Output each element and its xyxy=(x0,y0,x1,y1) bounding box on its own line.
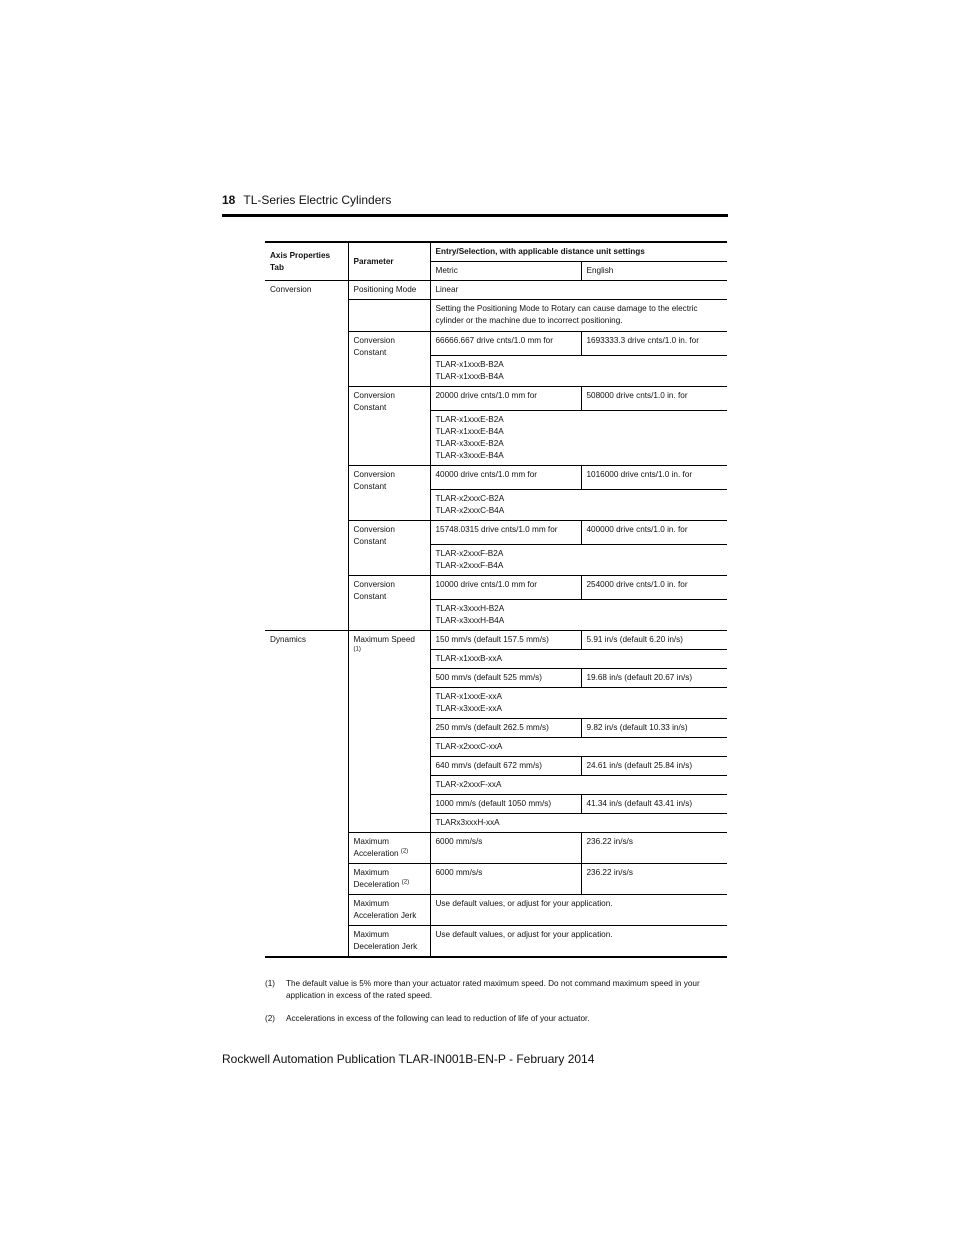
conversion-english: 1016000 drive cnts/1.0 in. for xyxy=(581,466,727,490)
param-conversion-constant: Conversion Constant xyxy=(348,332,430,387)
model-number: TLAR-x1xxxE-B4A xyxy=(435,427,504,436)
speed-metric: 500 mm/s (default 525 mm/s) xyxy=(430,669,581,688)
footnote-text: The default value is 5% more than your actuator rated maximum speed. Do not command maximum speed in your application in excess of the rated speed. xyxy=(286,979,700,1000)
footnote-1 xyxy=(265,978,725,1002)
max-decel-english: 236.22 in/s/s xyxy=(581,864,727,895)
model-number: TLAR-x1xxxB-B4A xyxy=(435,372,504,381)
param-conversion-constant: Conversion Constant xyxy=(348,466,430,521)
tab-conversion: Conversion xyxy=(265,281,348,631)
model-list xyxy=(430,545,727,576)
param-label: Maximum Acceleration xyxy=(353,837,399,858)
model-number: TLAR-x1xxxB-xxA xyxy=(435,654,502,663)
col-header-english: English xyxy=(581,262,727,281)
model-list xyxy=(430,738,727,757)
model-number: TLAR-x2xxxF-B2A xyxy=(435,549,504,558)
param-label: Maximum Speed xyxy=(353,635,415,644)
conversion-english: 400000 drive cnts/1.0 in. for xyxy=(581,521,727,545)
conversion-metric: 10000 drive cnts/1.0 mm for xyxy=(430,576,581,600)
tab-dynamics: Dynamics xyxy=(265,631,348,958)
model-list xyxy=(430,490,727,521)
param-maximum-acceleration xyxy=(348,833,430,864)
speed-metric: 250 mm/s (default 262.5 mm/s) xyxy=(430,719,581,738)
footnote-mark: (1) xyxy=(265,979,276,988)
empty-param-cell xyxy=(348,300,430,332)
col-header-parameter: Parameter xyxy=(348,242,430,281)
positioning-mode-value: Linear xyxy=(430,281,727,300)
model-number: TLAR-x1xxxB-B2A xyxy=(435,360,504,369)
speed-english: 19.68 in/s (default 20.67 in/s) xyxy=(581,669,727,688)
param-max-accel-jerk: Maximum Acceleration Jerk xyxy=(348,895,430,926)
speed-english: 24.61 in/s (default 25.84 in/s) xyxy=(581,757,727,776)
conversion-metric: 20000 drive cnts/1.0 mm for xyxy=(430,387,581,411)
model-list xyxy=(430,688,727,719)
param-label: Maximum Deceleration xyxy=(353,868,400,889)
model-number: TLAR-x3xxxE-xxA xyxy=(435,704,502,713)
max-accel-english: 236.22 in/s/s xyxy=(581,833,727,864)
model-list xyxy=(430,356,727,387)
param-maximum-speed xyxy=(348,631,430,833)
speed-english: 9.82 in/s (default 10.33 in/s) xyxy=(581,719,727,738)
model-list xyxy=(430,814,727,833)
footnote-ref: (2) xyxy=(400,848,409,855)
model-number: TLAR-x3xxxH-B4A xyxy=(435,616,505,625)
page-number: 18 xyxy=(222,193,236,207)
model-number: TLAR-x2xxxC-B2A xyxy=(435,494,505,503)
footnote-text: Accelerations in excess of the following can lead to reduction of life of your actuator. xyxy=(286,1014,590,1023)
model-number: TLARx3xxxH-xxA xyxy=(435,818,500,827)
col-header-axis-tab: Axis Properties Tab xyxy=(265,242,348,281)
accel-jerk-value: Use default values, or adjust for your application. xyxy=(430,895,727,926)
axis-properties-table xyxy=(265,241,727,958)
model-number: TLAR-x3xxxE-B4A xyxy=(435,451,504,460)
param-conversion-constant: Conversion Constant xyxy=(348,576,430,631)
speed-metric: 150 mm/s (default 157.5 mm/s) xyxy=(430,631,581,650)
header-rule xyxy=(222,214,728,217)
param-positioning-mode: Positioning Mode xyxy=(348,281,430,300)
param-maximum-deceleration xyxy=(348,864,430,895)
page-header xyxy=(222,193,728,207)
conversion-english: 1693333.3 drive cnts/1.0 in. for xyxy=(581,332,727,356)
model-number: TLAR-x2xxxC-xxA xyxy=(435,742,503,751)
model-number: TLAR-x1xxxE-B2A xyxy=(435,415,504,424)
model-number: TLAR-x2xxxC-B4A xyxy=(435,506,505,515)
page-footer: Rockwell Automation Publication TLAR-IN001B-EN-P - February 2014 xyxy=(222,1052,595,1066)
conversion-english: 254000 drive cnts/1.0 in. for xyxy=(581,576,727,600)
speed-metric: 1000 mm/s (default 1050 mm/s) xyxy=(430,795,581,814)
speed-metric: 640 mm/s (default 672 mm/s) xyxy=(430,757,581,776)
param-conversion-constant: Conversion Constant xyxy=(348,521,430,576)
model-number: TLAR-x3xxxH-B2A xyxy=(435,604,505,613)
model-list xyxy=(430,411,727,466)
footnote-mark: (2) xyxy=(265,1014,276,1023)
model-list xyxy=(430,776,727,795)
footnote-ref: (1) xyxy=(353,646,361,653)
model-list xyxy=(430,650,727,669)
max-decel-metric: 6000 mm/s/s xyxy=(430,864,581,895)
rotary-warning-note: Setting the Positioning Mode to Rotary can cause damage to the electric cylinder or the machine due to incorrect positioning. xyxy=(430,300,727,332)
param-max-decel-jerk: Maximum Deceleration Jerk xyxy=(348,926,430,958)
conversion-english: 508000 drive cnts/1.0 in. for xyxy=(581,387,727,411)
model-number: TLAR-x2xxxF-B4A xyxy=(435,561,504,570)
document-title: TL-Series Electric Cylinders xyxy=(243,193,392,207)
model-number: TLAR-x2xxxF-xxA xyxy=(435,780,502,789)
model-list xyxy=(430,600,727,631)
max-accel-metric: 6000 mm/s/s xyxy=(430,833,581,864)
model-number: TLAR-x1xxxE-xxA xyxy=(435,692,502,701)
conversion-metric: 40000 drive cnts/1.0 mm for xyxy=(430,466,581,490)
conversion-metric: 15748.0315 drive cnts/1.0 mm for xyxy=(430,521,581,545)
decel-jerk-value: Use default values, or adjust for your application. xyxy=(430,926,727,958)
param-conversion-constant: Conversion Constant xyxy=(348,387,430,466)
speed-english: 5.91 in/s (default 6.20 in/s) xyxy=(581,631,727,650)
footnote-ref: (2) xyxy=(401,879,410,886)
col-header-metric: Metric xyxy=(430,262,581,281)
speed-english: 41.34 in/s (default 43.41 in/s) xyxy=(581,795,727,814)
col-header-entry: Entry/Selection, with applicable distance unit settings xyxy=(430,242,727,262)
model-number: TLAR-x3xxxE-B2A xyxy=(435,439,504,448)
conversion-metric: 66666.667 drive cnts/1.0 mm for xyxy=(430,332,581,356)
footnote-2 xyxy=(265,1013,725,1025)
